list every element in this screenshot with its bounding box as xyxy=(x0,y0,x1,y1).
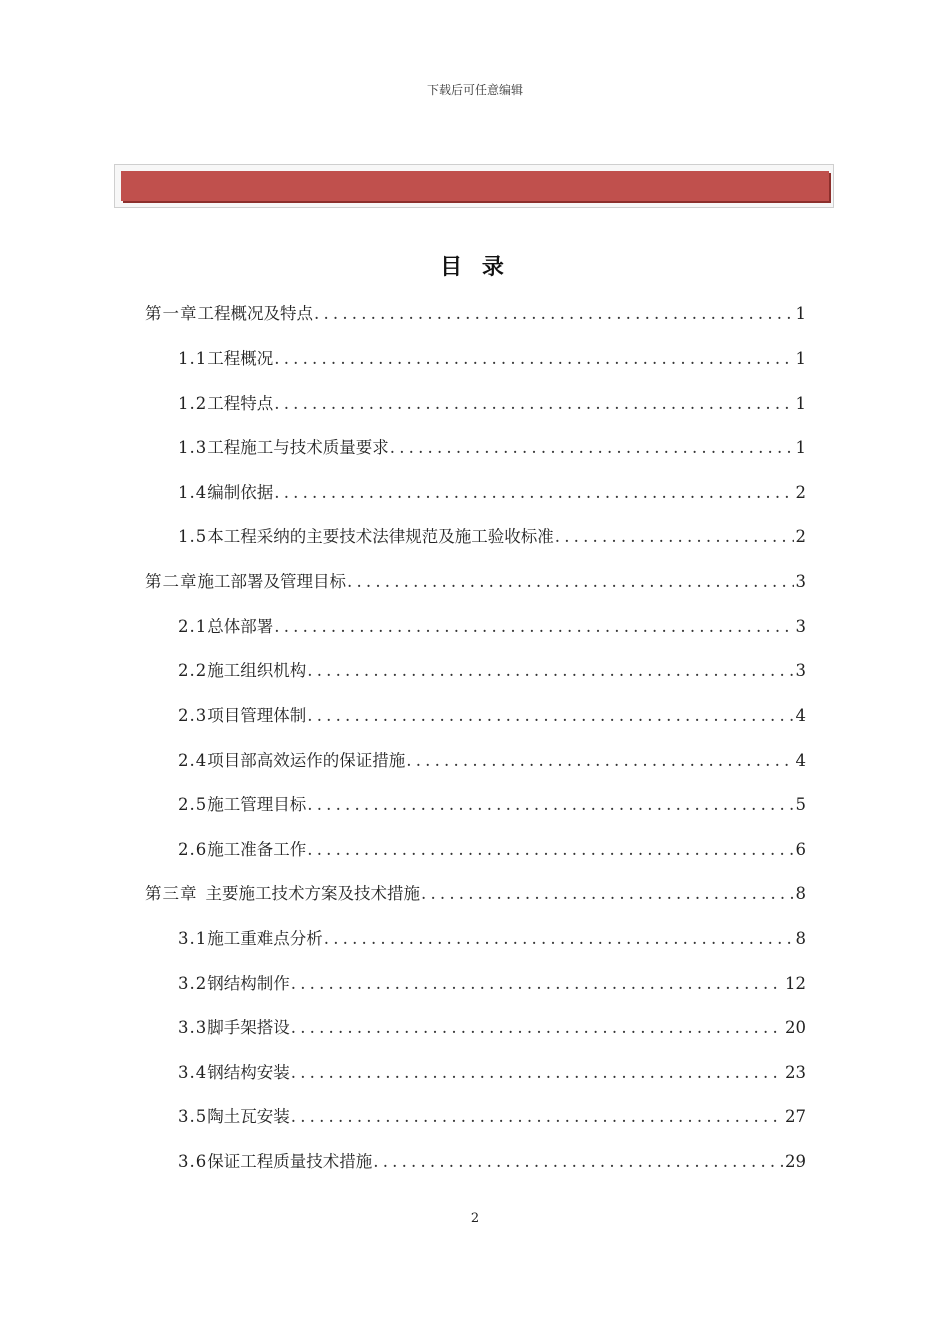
toc-entry[interactable] xyxy=(178,1059,806,1087)
toc-entry-number: 1.1 xyxy=(178,349,208,368)
toc-entry-number: 3.5 xyxy=(178,1107,208,1126)
toc-entry-page: 27 xyxy=(785,1107,806,1126)
toc-entry-number: 2.4 xyxy=(178,751,208,770)
toc-entry-number: 1.5 xyxy=(178,527,208,546)
toc-entry-page: 1 xyxy=(795,349,806,368)
toc-entry[interactable] xyxy=(178,1103,806,1131)
toc-leader-dots xyxy=(291,1063,783,1082)
title-banner xyxy=(114,164,834,208)
toc-entry[interactable] xyxy=(145,300,806,328)
toc-entry[interactable] xyxy=(178,1014,806,1042)
toc-entry-number: 2.5 xyxy=(178,795,208,814)
toc-entry-text: 钢结构安装 xyxy=(207,1063,290,1082)
toc-entry-page: 1 xyxy=(795,304,806,323)
toc-entry-number: 1.3 xyxy=(178,438,208,457)
toc-entry[interactable] xyxy=(178,523,806,551)
toc-leader-dots xyxy=(274,394,793,413)
toc-leader-dots xyxy=(307,795,793,814)
toc-entry-text: 保证工程质量技术措施 xyxy=(207,1152,373,1171)
toc-entry-number: 第二章 xyxy=(145,572,198,591)
toc-title: 目 录 xyxy=(440,254,510,280)
toc-leader-dots xyxy=(274,349,793,368)
toc-leader-dots xyxy=(291,1107,783,1126)
toc-entry-text: 工程施工与技术质量要求 xyxy=(207,438,389,457)
toc-entry-text: 本工程采纳的主要技术法律规范及施工验收标准 xyxy=(207,527,554,546)
toc-entry-number: 第三章 xyxy=(145,884,198,903)
toc-leader-dots xyxy=(291,1018,783,1037)
toc-entry-number: 3.2 xyxy=(178,974,208,993)
toc-entry[interactable] xyxy=(178,1148,806,1176)
toc-leader-dots xyxy=(291,974,783,993)
toc-entry-number: 3.6 xyxy=(178,1152,208,1171)
toc-entry[interactable] xyxy=(178,747,806,775)
toc-leader-dots xyxy=(314,304,794,323)
toc-entry-text: 主要施工技术方案及技术措施 xyxy=(205,884,420,903)
toc-entry-page: 6 xyxy=(795,840,806,859)
toc-entry-text: 陶土瓦安装 xyxy=(207,1107,290,1126)
toc-entry-text: 总体部署 xyxy=(207,617,274,636)
toc-entry[interactable] xyxy=(145,880,806,908)
toc-leader-dots xyxy=(307,661,793,680)
toc-entry-page: 4 xyxy=(795,751,806,770)
toc-entry-page: 3 xyxy=(795,572,806,591)
toc-entry[interactable] xyxy=(178,657,806,685)
header-note: 下载后可任意编辑 xyxy=(426,83,523,97)
toc-entry-text: 编制依据 xyxy=(207,483,274,502)
toc-entry-number: 2.1 xyxy=(178,617,208,636)
toc-entry-number: 3.3 xyxy=(178,1018,208,1037)
toc-entry-page: 3 xyxy=(795,661,806,680)
toc-entry-text: 钢结构制作 xyxy=(207,974,290,993)
toc-entry-page: 20 xyxy=(785,1018,806,1037)
toc-entry[interactable] xyxy=(145,568,806,596)
toc-entry[interactable] xyxy=(178,390,806,418)
toc-entry-number: 1.4 xyxy=(178,483,208,502)
toc-entry[interactable] xyxy=(178,970,806,998)
toc-entry-number: 2.6 xyxy=(178,840,208,859)
toc-leader-dots xyxy=(347,572,794,591)
toc-entry[interactable] xyxy=(178,479,806,507)
toc-entry-text: 脚手架搭设 xyxy=(207,1018,290,1037)
toc-entry-number: 3.4 xyxy=(178,1063,208,1082)
toc-entry-text: 施工准备工作 xyxy=(207,840,307,859)
toc-leader-dots xyxy=(406,751,793,770)
toc-entry-number: 3.1 xyxy=(178,929,208,948)
toc-entry-page: 29 xyxy=(785,1152,806,1171)
toc-leader-dots xyxy=(555,527,794,546)
toc-leader-dots xyxy=(274,483,793,502)
toc-entry[interactable] xyxy=(178,613,806,641)
page-number: 2 xyxy=(470,1211,480,1226)
toc-entry-text: 施工组织机构 xyxy=(207,661,307,680)
toc-entry[interactable] xyxy=(178,345,806,373)
toc-entry-text: 施工重难点分析 xyxy=(207,929,323,948)
toc-entry-text: 项目部高效运作的保证措施 xyxy=(207,751,406,770)
toc-entry-page: 2 xyxy=(795,527,806,546)
toc-entry-page: 8 xyxy=(795,929,806,948)
toc-entry-number: 1.2 xyxy=(178,394,208,413)
toc-leader-dots xyxy=(373,1152,783,1171)
toc-leader-dots xyxy=(307,840,793,859)
toc-entry-number: 2.2 xyxy=(178,661,208,680)
toc-entry-page: 4 xyxy=(795,706,806,725)
toc-entry[interactable] xyxy=(178,836,806,864)
toc-entry-text: 工程特点 xyxy=(207,394,274,413)
toc-entry-page: 8 xyxy=(795,884,806,903)
toc-entry-page: 5 xyxy=(795,795,806,814)
toc-entry-page: 1 xyxy=(795,394,806,413)
toc-entry-number: 2.3 xyxy=(178,706,208,725)
toc-entry-page: 1 xyxy=(795,438,806,457)
toc-entry[interactable] xyxy=(178,791,806,819)
toc-entry[interactable] xyxy=(178,434,806,462)
banner-bar xyxy=(121,171,829,201)
toc-leader-dots xyxy=(274,617,793,636)
toc-entry[interactable] xyxy=(178,702,806,730)
toc-entry[interactable] xyxy=(178,925,806,953)
toc-entry-text: 工程概况及特点 xyxy=(197,304,313,323)
toc-entry-number: 第一章 xyxy=(145,304,198,323)
toc-entry-page: 2 xyxy=(795,483,806,502)
toc-entry-page: 23 xyxy=(785,1063,806,1082)
toc-leader-dots xyxy=(421,884,794,903)
toc-entry-page: 12 xyxy=(785,974,806,993)
toc-entry-page: 3 xyxy=(795,617,806,636)
toc-entry-text: 工程概况 xyxy=(207,349,274,368)
toc-leader-dots xyxy=(324,929,794,948)
toc-entry-text: 项目管理体制 xyxy=(207,706,307,725)
toc-leader-dots xyxy=(307,706,793,725)
toc-leader-dots xyxy=(390,438,794,457)
toc-entry-text: 施工管理目标 xyxy=(207,795,307,814)
toc-entry-text: 施工部署及管理目标 xyxy=(197,572,346,591)
